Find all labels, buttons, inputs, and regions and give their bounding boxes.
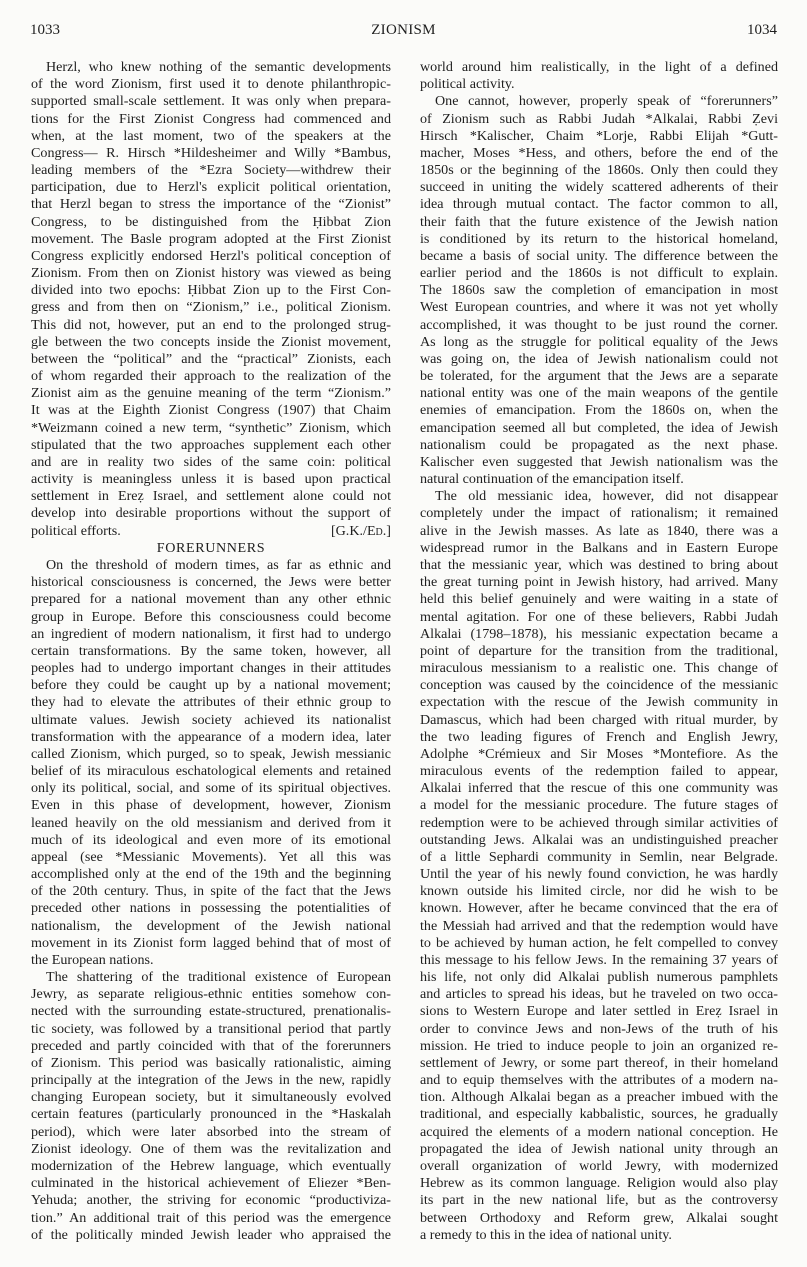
- paragraph-messianic-idea: [420, 488, 778, 1244]
- text-line: It was at the Eighth Zionist Congress (1907) that Chaim: [31, 402, 391, 419]
- text-line: divided into two epochs: Ḥibbat Zion up to the First Con-: [31, 282, 391, 299]
- text-line: political activity.: [420, 76, 515, 93]
- text-line: called Zionism, which purged, so to speak, Jewish messianic: [31, 745, 391, 762]
- text-line: participation, due to Herzl's explicit political orientation,: [31, 179, 391, 196]
- text-line: the European nations.: [31, 951, 154, 968]
- text-line: leaned heavily on the old messianism and derived from it: [31, 814, 391, 831]
- text-line: *Weizmann coined a new term, “synthetic” Zionism, which: [31, 419, 391, 436]
- text-line: world around him realistically, in the light of a defined: [420, 59, 778, 75]
- text-line: of Zionism such as Rabbi Judah *Alkalai, Rabbi Ẓevi: [420, 110, 778, 127]
- text-line: known outside his limited circle, nor did he wish to be: [420, 883, 778, 900]
- text-line: known. However, after he became convinced that the era of: [420, 900, 778, 917]
- text-line: of whom regarded their approach to the realization of the: [31, 368, 391, 385]
- paragraph-threshold: [31, 557, 391, 969]
- text-line: an ingredient of modern nationalism, it first had to undergo: [31, 625, 391, 642]
- text-line: Even in this phase of development, however, Zionism: [31, 797, 391, 814]
- text-line: peoples had to undergo important changes in their attitudes: [31, 660, 391, 677]
- text-line: principally at the integration of the Jews in the new, rapidly: [31, 1072, 391, 1089]
- text-line: between Orthodoxy and Reform grew, Alkalai sought: [420, 1209, 778, 1226]
- text-line: of the 20th century. Thus, in spite of the fact that the Jews: [31, 883, 391, 900]
- text-line: historical consciousness is concerned, the Jews were better: [31, 574, 391, 591]
- text-line: Damascus, which had been charged with ritual murder, by: [420, 711, 778, 728]
- text-line: its part in the new national life, but as the controversy: [420, 1192, 778, 1209]
- page-header: [0, 22, 807, 42]
- text-line: belief of its miraculous eschatological elements and retained: [31, 763, 391, 780]
- text-line: of a little Sephardi community in Semlin, near Belgrade.: [420, 848, 778, 865]
- text-line: West European countries, and where it was not yet wholly: [420, 299, 778, 316]
- text-line: conception was caused by the coincidence of the messianic: [420, 677, 778, 694]
- text-line: movement. The Basle program adopted at the First Zionist: [31, 230, 391, 247]
- text-line: leading members of the *Ezra Society—withdrew their: [31, 162, 391, 179]
- text-line: Congress— R. Hirsch *Hildesheimer and Willy *Bambus,: [31, 144, 391, 161]
- text-line: acquired the elements of a modern national conception. He: [420, 1123, 778, 1140]
- text-line: Jewry, as separate religious-ethnic entities somehow con-: [31, 986, 391, 1003]
- text-line: point of departure for the transition from the traditional,: [420, 642, 778, 659]
- text-line: period), which were later absorbed into the stream of: [31, 1123, 391, 1140]
- text-line: nationalism could be propagated as the next phase.: [420, 436, 778, 453]
- text-line: changing European society, but it simultaneously evolved: [31, 1089, 391, 1106]
- text-line: that the messianic year, which was destined to bring about: [420, 556, 778, 573]
- text-line: emancipation seemed all but completed, the idea of Jewish: [420, 419, 778, 436]
- text-line: and articles to spread his ideas, but he traveled on two occa-: [420, 986, 778, 1003]
- text-line: a model for the messianic procedure. The future stages of: [420, 797, 778, 814]
- text-line: his life, not only did Alkalai publish numerous pamphlets: [420, 969, 778, 986]
- text-line: appeal (see *Messianic Movements). Yet all this was: [31, 848, 391, 865]
- text-line: This did not, however, put an end to the prolonged strug-: [31, 316, 391, 333]
- text-line: a remedy to this in the idea of national unity.: [420, 1226, 672, 1243]
- text-line: One cannot, however, properly speak of “forerunners”: [435, 93, 778, 110]
- text-line: gle between the two concepts inside the Zionist movement,: [31, 333, 391, 350]
- text-line: was going on, the idea of Jewish nationalism could not: [420, 350, 778, 367]
- text-line: of Zionism. This period was basically rationalistic, aiming: [31, 1054, 391, 1071]
- text-line: miraculous messianism to a realistic one. This change of: [420, 660, 778, 677]
- text-line: Hebrew as its common language. Religion would also play: [420, 1175, 778, 1192]
- text-line: Zionist aim as the genuine meaning of the term “Zionism.”: [31, 385, 391, 402]
- text-line: before they could be caught up by a national movement;: [31, 677, 391, 694]
- text-line: became a basis of social unity. The difference between the: [420, 247, 778, 264]
- text-line: settlement of Jewry, or some part thereof, in their homeland: [420, 1054, 778, 1071]
- text-line: stipulated that the two approaches supplement each other: [31, 436, 391, 453]
- running-head-title: ZIONISM: [371, 22, 436, 38]
- text-line: their faith that the future existence of the Jewish nation: [420, 213, 778, 230]
- paragraph-continuation: [420, 59, 778, 93]
- text-line: enemies of emancipation. From the 1860s on, when the: [420, 402, 778, 419]
- text-line: tic society, was followed by a transitional period that partly: [31, 1020, 391, 1037]
- text-line: this message to his fellow Jews. In the remaining 37 years of: [420, 951, 778, 968]
- text-line: they had to elevate the attributes of their ethnic group to: [31, 694, 391, 711]
- text-line: macher, Moses *Hess, and others, before the end of the: [420, 144, 778, 161]
- right-column: [420, 59, 778, 1244]
- text-line: nected with the surrounding estate-structured, prenationalis-: [31, 1003, 391, 1020]
- text-line: the great turning point in Jewish history, had arrived. Many: [420, 574, 778, 591]
- text-line: propagated the idea of Jewish national unity through an: [420, 1140, 778, 1157]
- text-line: alive in the Jewish masses. As late as 1840, there was a: [420, 522, 778, 539]
- text-line: completely under the impact of rationalism; it remained: [420, 505, 778, 522]
- text-line: Zionism. From then on Zionist history was viewed as being: [31, 265, 391, 282]
- text-line: the two leading figures of French and English Jewry,: [420, 728, 778, 745]
- text-line: tion. Although Alkalai began as a preacher imbued with the: [420, 1089, 778, 1106]
- text-line: sions to Western Europe and later settled in Ereẓ Israel in: [420, 1003, 778, 1020]
- text-line: that Herzl began to stress the importance of the “Zionist”: [31, 196, 391, 213]
- text-line: Zionist ideology. One of them was the revitalization and: [31, 1140, 391, 1157]
- paragraph-forerunners-speak: [420, 93, 778, 488]
- text-line: much of its ideological and even more of its emotional: [31, 831, 391, 848]
- section-heading-forerunners: FORERUNNERS: [156, 539, 266, 556]
- text-line: of the word Zionism, first used it to denote philanthropic-: [31, 76, 391, 93]
- text-line: Congress explicitly endorsed Herzl's political conception of: [31, 247, 391, 264]
- text-line: is conditioned by its return to the historical homeland,: [420, 230, 778, 247]
- text-line: Alkalai (1798–1878), his messianic expectation became a: [420, 625, 778, 642]
- text-line: idea through mutual contact. The factor common to all,: [420, 196, 778, 213]
- text-line: when, at the last moment, two of the speakers at the: [31, 127, 391, 144]
- text-line: certain features (particularly pronounced in the *Haskalah: [31, 1106, 391, 1123]
- text-line: overall organization of world Jewry, with modernized: [420, 1158, 778, 1174]
- text-line: activity is meaningless unless it is based upon practical: [31, 471, 391, 488]
- text-line: natural continuation of the emancipation itself.: [420, 471, 684, 488]
- left-column: [31, 59, 391, 1244]
- text-line: preceded other nations in possessing the potentialities of: [31, 900, 391, 917]
- page-number-left: 1033: [30, 22, 60, 38]
- text-line: mission. He tried to induce people to join an organized re-: [420, 1037, 778, 1054]
- text-line: be tolerated, for the argument that the Jews are a separate: [420, 368, 778, 385]
- author-signature: [G.K./Ed.]: [330, 522, 391, 539]
- text-line: widespread rumor in the Balkans and in Eastern Europe: [420, 539, 778, 556]
- signature-line: [31, 523, 391, 540]
- text-line: traditional, and especially kabbalistic, sources, he gradually: [420, 1106, 778, 1123]
- text-line: nationalism, the development of the Jewish national: [31, 917, 391, 934]
- text-line: Yehuda; another, the striving for economic “productiviza-: [31, 1192, 391, 1209]
- paragraph-shattering: [31, 969, 391, 1244]
- text-line: 1850s or the beginning of the 1860s. Only then could they: [420, 162, 778, 179]
- text-line: held this belief genuinely and were waiting in a state of: [420, 591, 778, 608]
- page-number-right: 1034: [747, 22, 777, 38]
- text-line: Hirsch *Kalischer, Chaim *Lorje, Rabbi Elijah *Gutt-: [420, 127, 778, 144]
- paragraph-herzl: [31, 59, 391, 523]
- text-line: to be achieved by human action, he felt compelled to convey: [420, 934, 778, 951]
- text-line: miraculous events of the redemption failed to appear,: [420, 763, 778, 780]
- text-line: settlement in Ereẓ Israel, and settlement alone could not: [31, 488, 391, 505]
- text-line: ultimate values. Jewish society achieved its nationalist: [31, 711, 391, 728]
- text-line: between the “political” and the “practical” Zionists, each: [31, 350, 391, 367]
- text-line: Until the year of his newly found conviction, he was hardly: [420, 866, 778, 883]
- text-line: earlier period and the 1860s is not difficult to explain.: [420, 265, 778, 282]
- text-line: group in Europe. Before this consciousness could become: [31, 608, 391, 625]
- text-line: modernization of the Hebrew language, which eventually: [31, 1158, 391, 1174]
- text-line: and to equip themselves with the attributes of a modern na-: [420, 1072, 778, 1089]
- text-line: transformation with the appearance of a modern idea, later: [31, 728, 391, 745]
- text-line: outstanding Jews. Alkalai was an undistinguished preacher: [420, 831, 778, 848]
- text-line: expectation with the rescue of the Jewish community in: [420, 694, 778, 711]
- text-line: the Messiah had arrived and that the redemption would have: [420, 917, 778, 934]
- text-line: of the politically minded Jewish leader who appraised the: [31, 1226, 391, 1243]
- text-line: The 1860s saw the completion of emancipation in most: [420, 282, 778, 299]
- text-line: only its political, social, and some of its spiritual objectives.: [31, 780, 391, 797]
- text-line: tions for the First Zionist Congress had commenced and: [31, 110, 391, 127]
- text-line: The old messianic idea, however, did not disappear: [435, 488, 778, 505]
- paragraph-last-line: political efforts.: [31, 522, 121, 539]
- text-line: national entity was one of the main weapons of the gentile: [420, 385, 778, 402]
- text-line: order to convince Jews and non-Jews of the truth of his: [420, 1020, 778, 1037]
- text-line: develop into desirable proportions without the support of: [31, 505, 391, 522]
- text-line: gress and from then on “Zionism,” i.e., political Zionism.: [31, 299, 391, 316]
- text-line: movement in its Zionist form lagged behind that of most of: [31, 934, 391, 951]
- text-line: Adolphe *Crémieux and Sir Moses *Montefiore. As the: [420, 745, 778, 762]
- text-line: Herzl, who knew nothing of the semantic developments: [46, 59, 391, 75]
- text-line: succeed in uniting the widely scattered adherents of their: [420, 179, 778, 196]
- text-line: prepared for a national movement than any other ethnic: [31, 591, 391, 608]
- text-line: redemption were to be achieved through similar activities of: [420, 814, 778, 831]
- text-line: Alkalai inferred that the rescue of this one community was: [420, 780, 778, 797]
- text-line: The shattering of the traditional existence of European: [46, 969, 391, 986]
- text-line: Kalischer even suggested that Jewish nationalism was the: [420, 453, 778, 470]
- text-line: mental agitation. For one of these believers, Rabbi Judah: [420, 608, 778, 625]
- text-line: Congress, to be distinguished from the Ḥibbat Zion: [31, 213, 391, 230]
- text-line: accomplished, it was thought to be just round the corner.: [420, 316, 778, 333]
- text-line: accomplished only at the end of the 19th and the beginning: [31, 866, 391, 883]
- text-line: and are in reality two sides of the same coin: political: [31, 453, 391, 470]
- text-line: culminated in the historical achievement of Eliezer *Ben-: [31, 1175, 391, 1192]
- text-line: On the threshold of modern times, as far as ethnic and: [46, 556, 391, 573]
- text-line: tion.” An additional trait of this period was the emergence: [31, 1209, 391, 1226]
- text-line: As long as the struggle for political equality of the Jews: [420, 333, 778, 350]
- text-line: supported small-scale settlement. It was only when prepara-: [31, 93, 391, 110]
- text-line: certain transformations. By the same token, however, all: [31, 642, 391, 659]
- text-line: preceded and partly coincided with that of the forerunners: [31, 1037, 391, 1054]
